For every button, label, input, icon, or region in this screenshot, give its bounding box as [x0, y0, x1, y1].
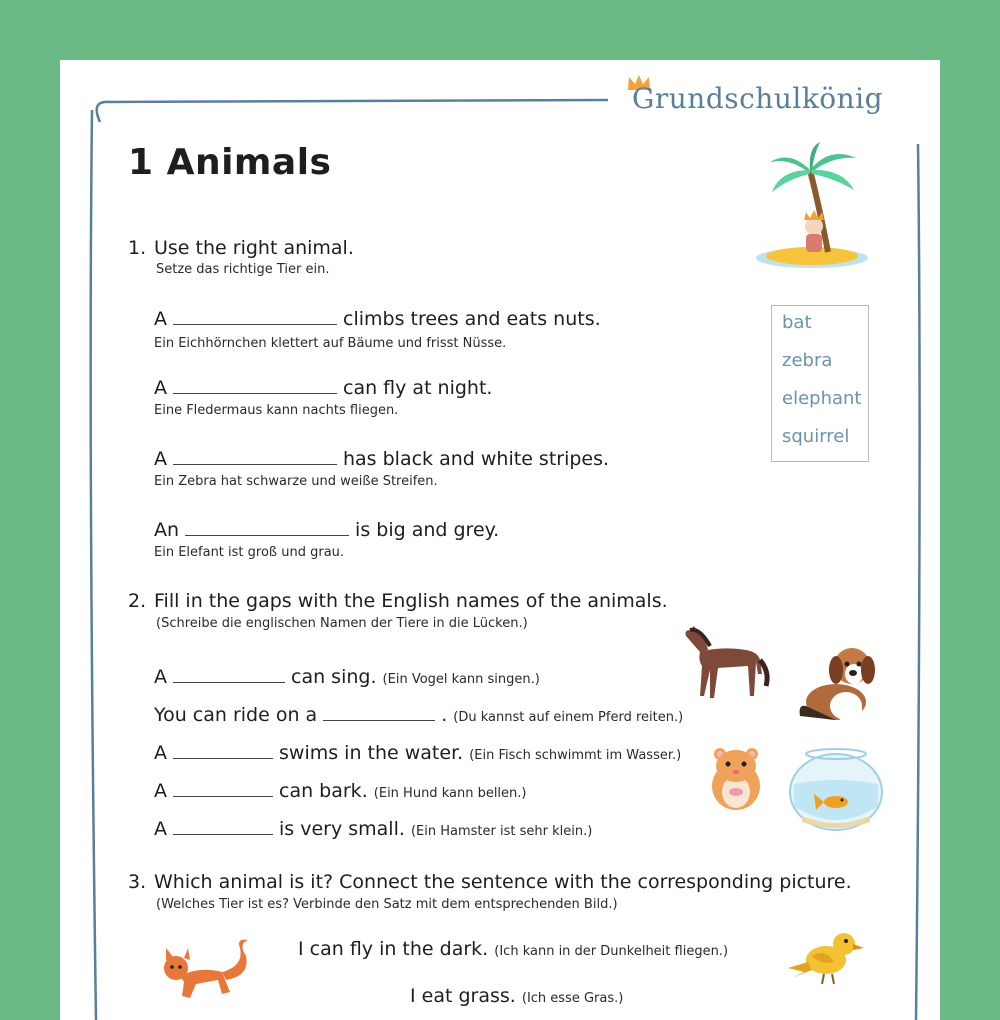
task2-number: 2. [128, 590, 147, 612]
palm-island-picture [750, 140, 874, 272]
item-text-de: (Ein Fisch schwimmt im Wasser.) [469, 748, 682, 763]
item-text-de: (Du kannst auf einem Pferd reiten.) [453, 710, 684, 725]
item-text-de: (Ich esse Gras.) [521, 991, 624, 1006]
answer-blank[interactable] [185, 521, 349, 536]
task1-item [154, 377, 492, 399]
word-box-item: zebra [782, 350, 833, 371]
answer-blank[interactable] [173, 310, 337, 325]
task2-instruction: Fill in the gaps with the English names of the animals. [154, 590, 668, 612]
task1-item-de: Ein Zebra hat schwarze und weiße Streifen. [154, 474, 438, 489]
word-box-item: elephant [782, 388, 862, 409]
item-article: A [154, 448, 167, 470]
word-box [771, 305, 869, 462]
bird-picture [786, 926, 866, 988]
task1-item-de: Ein Elefant ist groß und grau. [154, 545, 345, 560]
dog-picture [796, 642, 888, 724]
task3-item [298, 938, 728, 960]
item-text: A [154, 818, 167, 840]
item-text-de: (Ich kann in der Dunkelheit fliegen.) [494, 944, 729, 959]
item-text: A [154, 742, 167, 764]
task2-instruction-de: (Schreibe die englischen Namen der Tiere in die Lücken.) [156, 616, 528, 631]
item-text: is very small. [279, 818, 405, 840]
answer-blank[interactable] [173, 450, 337, 465]
task1-number: 1. [128, 237, 147, 259]
item-text-de: (Ein Hamster ist sehr klein.) [410, 824, 593, 839]
cat-picture [160, 936, 254, 1002]
item-text: is big and grey. [355, 519, 500, 541]
item-text: I eat grass. [410, 985, 516, 1007]
answer-blank[interactable] [323, 706, 435, 721]
item-text: can sing. [291, 666, 377, 688]
item-text-de: (Ein Vogel kann singen.) [382, 672, 540, 687]
task3-number: 3. [128, 871, 147, 893]
task1-item [154, 448, 609, 470]
task1-item-de: Eine Fledermaus kann nachts fliegen. [154, 403, 399, 418]
worksheet [60, 60, 940, 1020]
task2-item [154, 818, 592, 840]
answer-blank[interactable] [173, 782, 273, 797]
word-box-item: squirrel [782, 426, 850, 447]
word-box-item: bat [782, 312, 812, 333]
answer-blank[interactable] [173, 744, 273, 759]
task3-instruction-de: (Welches Tier ist es? Verbinde den Satz mit dem entsprechenden Bild.) [156, 897, 618, 912]
task2-item [154, 704, 683, 726]
item-text: has black and white stripes. [343, 448, 610, 470]
task1-item-de: Ein Eichhörnchen klettert auf Bäume und frisst Nüsse. [154, 336, 507, 351]
task2-item [154, 666, 540, 688]
item-text: A [154, 666, 167, 688]
item-text: I can fly in the dark. [298, 938, 489, 960]
item-text: can fly at night. [343, 377, 493, 399]
task3-item [410, 985, 623, 1007]
item-text-de: (Ein Hund kann bellen.) [373, 786, 527, 801]
task1-instruction: Use the right animal. [154, 237, 354, 259]
item-text: climbs trees and eats nuts. [343, 308, 601, 330]
brand-logo: Grundschulkönig [632, 82, 884, 115]
task1-instruction-de: Setze das richtige Tier ein. [156, 262, 330, 277]
item-article: A [154, 377, 167, 399]
item-article: A [154, 308, 167, 330]
item-article: An [154, 519, 180, 541]
task1-item [154, 308, 601, 330]
task3-instruction: Which animal is it? Connect the sentence with the corresponding picture. [154, 871, 852, 893]
item-text: A [154, 780, 167, 802]
task1-item [154, 519, 499, 541]
answer-blank[interactable] [173, 668, 285, 683]
horse-picture [680, 622, 772, 702]
task2-item [154, 742, 681, 764]
fishbowl-picture [788, 746, 884, 832]
item-text: You can ride on a [154, 704, 318, 726]
item-text: . [441, 704, 448, 726]
item-text: swims in the water. [279, 742, 464, 764]
hamster-picture [708, 742, 764, 812]
page-title: 1 Animals [128, 142, 332, 183]
task2-item [154, 780, 526, 802]
answer-blank[interactable] [173, 820, 273, 835]
answer-blank[interactable] [173, 379, 337, 394]
item-text: can bark. [279, 780, 368, 802]
